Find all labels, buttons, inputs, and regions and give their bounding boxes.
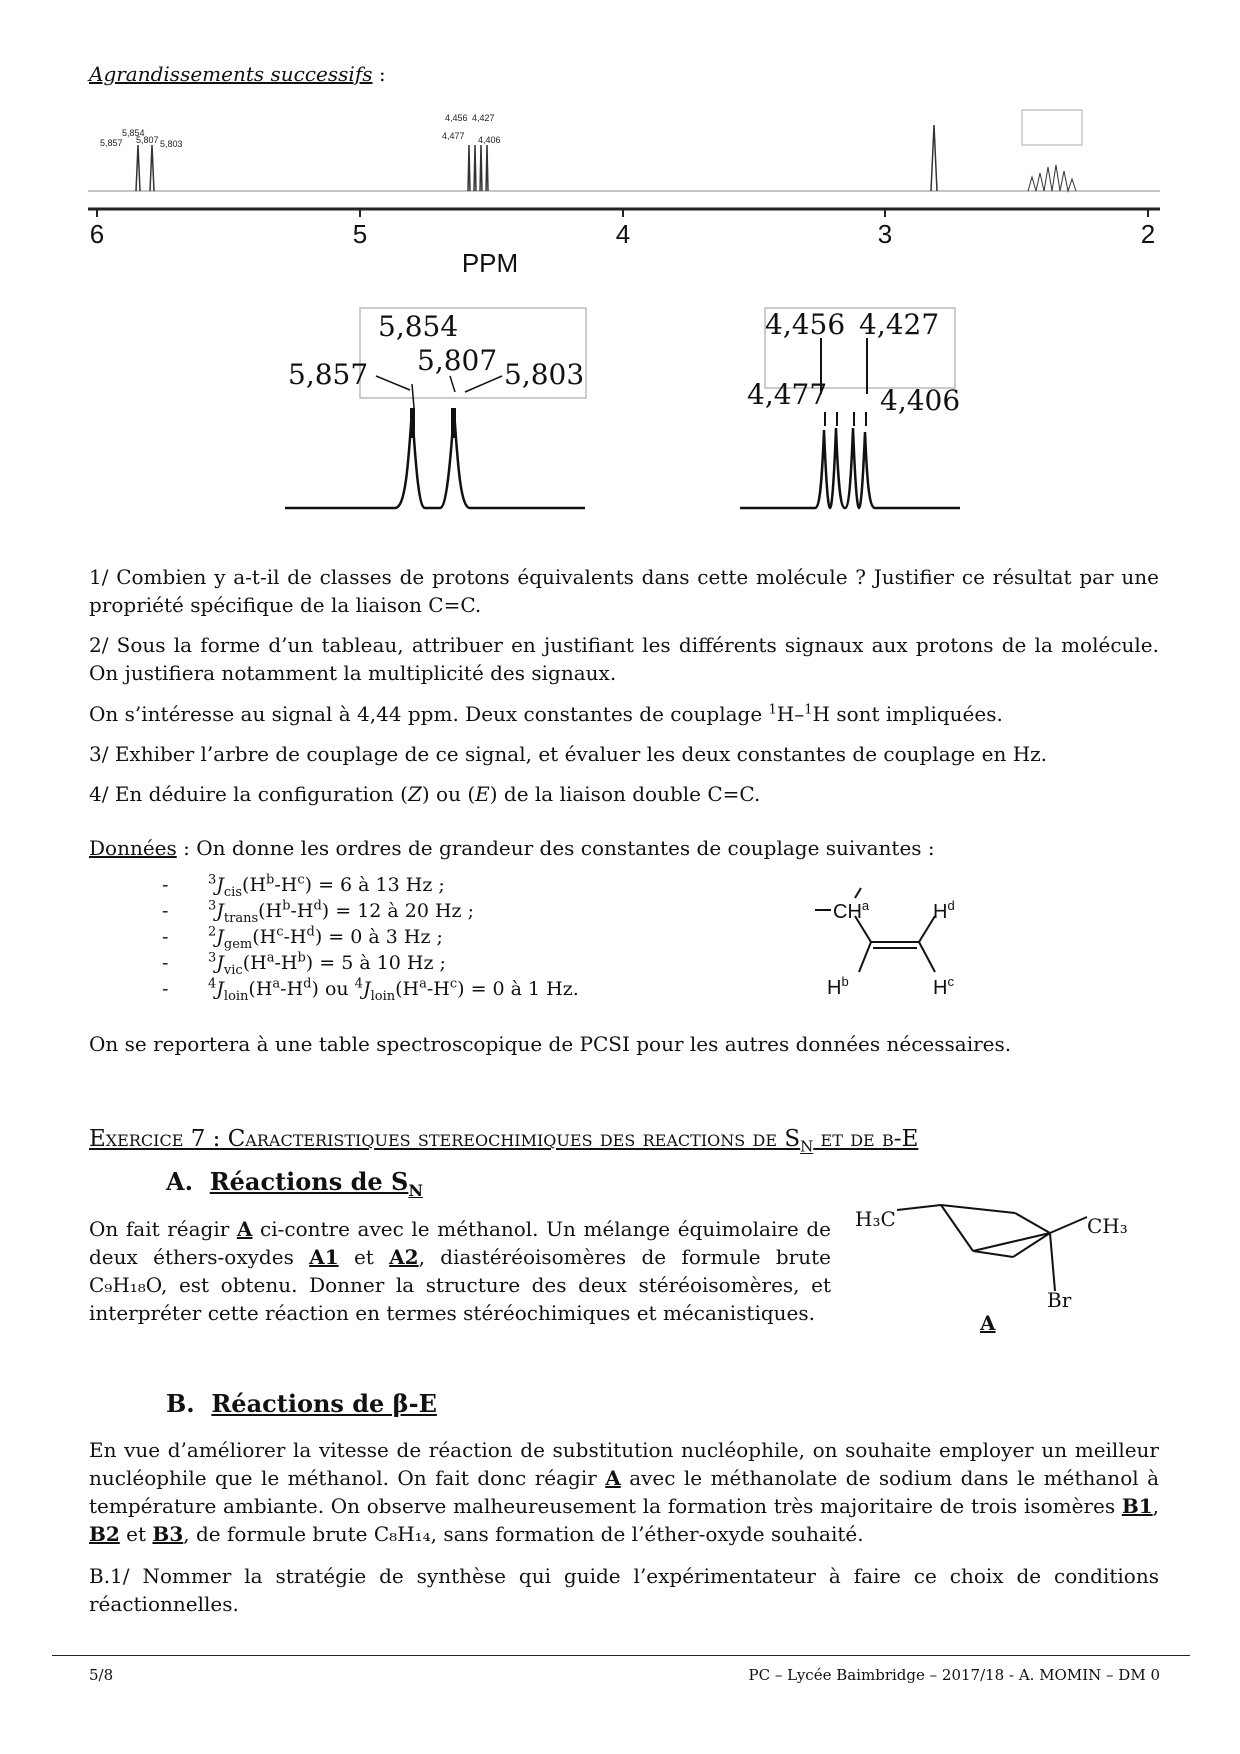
svg-text:5,803: 5,803 [160,139,183,149]
constant-trans: - $^3J_{trans}(H^b-H^d) = 12$ à 20 Hz ; [162,898,475,926]
tick-5: 5 [352,219,368,249]
svg-text:4,456: 4,456 [765,308,846,341]
section-a-heading: A. Réactions de $S_N$ [166,1167,423,1200]
question-3: 3/ Exhiber l’arbre de couplage de ce signal, et évaluer les deux constantes de couplage en Hz. [89,742,1048,766]
peaks-4-4 [468,145,488,191]
zoom-doublet [270,300,600,520]
svg-text:4,456: 4,456 [445,113,468,123]
svg-text:5,807: 5,807 [417,344,498,377]
small-labels-mid [442,113,501,145]
alkene-structure [815,880,985,1010]
donnees-line: Données : On donne les ordres de grandeur des constantes de couplage suivantes : [89,836,935,860]
question-b1: B.1/ Nommer la stratégie de synthèse qui guide l’expérimentateur à faire ce choix de conditions réactionnelles. [89,1564,1159,1616]
multiplet-curve [740,428,960,508]
tick-2: 2 [1140,219,1156,249]
peaks-5-8 [136,145,154,191]
section-b-text: En vue d’améliorer la vitesse de réaction de substitution nucléophile, on souhaite employer un meilleur nucléophile que le méthanol. On fait donc réagir A avec le méthanolate de sodium dans le méthanol à température ambiante. On observe malheureusement la formation très majoritaire de trois isomères B1, B2 et B3, de formule brute C₈H₁₄, sans formation de l’éther-oxyde souhaité. [89,1438,1159,1546]
multiplet-box [1022,110,1082,145]
constant-vic: - $^3J_{vic}(H^a-H^b) = 5$ à 10 Hz ; [162,950,446,978]
svg-text:5,807: 5,807 [136,135,159,145]
tick-4: 4 [615,219,631,249]
svg-text:Hc: $H^c$ [933,974,954,999]
svg-text:CHa: $CH^a$ [833,898,870,923]
svg-text:5,854: 5,854 [378,310,459,343]
ppm-label: PPM [461,248,519,278]
svg-text:Hb: $H^b$ [827,974,849,999]
footer-info: PC – Lycée Baimbridge – 2017/18 - A. MOMIN – DM 0 [748,1666,1160,1684]
page-number: 5/8 [89,1666,114,1684]
table-note: On se reportera à une table spectroscopique de PCSI pour les autres données nécessaires. [89,1032,1012,1056]
svg-text:5,803: 5,803 [504,358,585,391]
constant-cis: - $^3J_{cis}(H^b-H^c) = 6$ à 13 Hz ; [162,872,445,900]
section-heading: Agrandissements successifs : [89,62,386,86]
constant-gem: - $^2J_{gem}(H^c-H^d) = 0$ à 3 Hz ; [162,924,443,952]
svg-text:4,477: 4,477 [442,131,465,141]
tick-3: 3 [877,219,893,249]
exercise-title: Exercice 7 : Caracteristiques stereochimiques des reactions de $S_N$ et de β-E [89,1126,919,1156]
peaks-2-6 [1028,165,1076,191]
constant-loin: - $^4J_{loin}(H^a-H^d)$ ou $^4J_{loin}(H^a-H^c) = 0$ à 1 Hz. [162,976,579,1004]
svg-text:5,857: 5,857 [288,358,369,391]
section-b-heading: B. Réactions de β-E [166,1389,437,1418]
svg-text:4,427: 4,427 [859,308,940,341]
zoom-multiplet [735,300,975,520]
footer-rule [52,1655,1190,1656]
svg-text:4,406: 4,406 [880,384,961,417]
svg-text:Br: Br [1047,1288,1072,1312]
svg-text:5,857: 5,857 [100,138,123,148]
question-4: 4/ En déduire la configuration (Z) ou (E) de la liaison double C=C. [89,782,761,806]
svg-text:Hd: $H^d$ [933,898,955,923]
signal-intro: On s’intéresse au signal à 4,44 ppm. Deux constantes de couplage $^1$H–$^1$H sont impliquées. [89,702,1003,726]
svg-text:5,854: 5,854 [122,128,145,138]
coupling-constants-list [162,872,722,1002]
question-2: 2/ Sous la forme d’un tableau, attribuer en justifiant les différents signaux aux protons de la molécule. On justifiera notamment la multiplicité des signaux. [89,633,1159,685]
small-labels-left [100,128,183,149]
svg-text:CH₃: CH₃ [1087,1214,1128,1238]
molecule-a [855,1195,1155,1345]
question-1: 1/ Combien y a-t-il de classes de protons équivalents dans cette molécule ? Justifier ce résultat par une propriété spécifique de la liaison C=C. [89,565,1159,617]
doublet-curve [285,410,585,508]
svg-text:4,406: 4,406 [478,135,501,145]
section-a-text: On fait réagir A ci-contre avec le méthanol. Un mélange équimolaire de deux éthers-oxydes A1 et A2, diastéréoisomères de formule brute C₉H₁₈O, est obtenu. Donner la structure des deux stéréoisomères, et interpréter cette réaction en termes stéréochimiques et mécanistiques. [89,1217,831,1325]
svg-text:H₃C: H₃C [855,1207,896,1231]
tick-6: 6 [89,219,105,249]
svg-text:4,477: 4,477 [747,378,828,411]
molecule-a-label: A [980,1311,996,1335]
nmr-spectrum [80,105,1170,285]
peak-3-2 [931,125,937,191]
svg-text:4,427: 4,427 [472,113,495,123]
